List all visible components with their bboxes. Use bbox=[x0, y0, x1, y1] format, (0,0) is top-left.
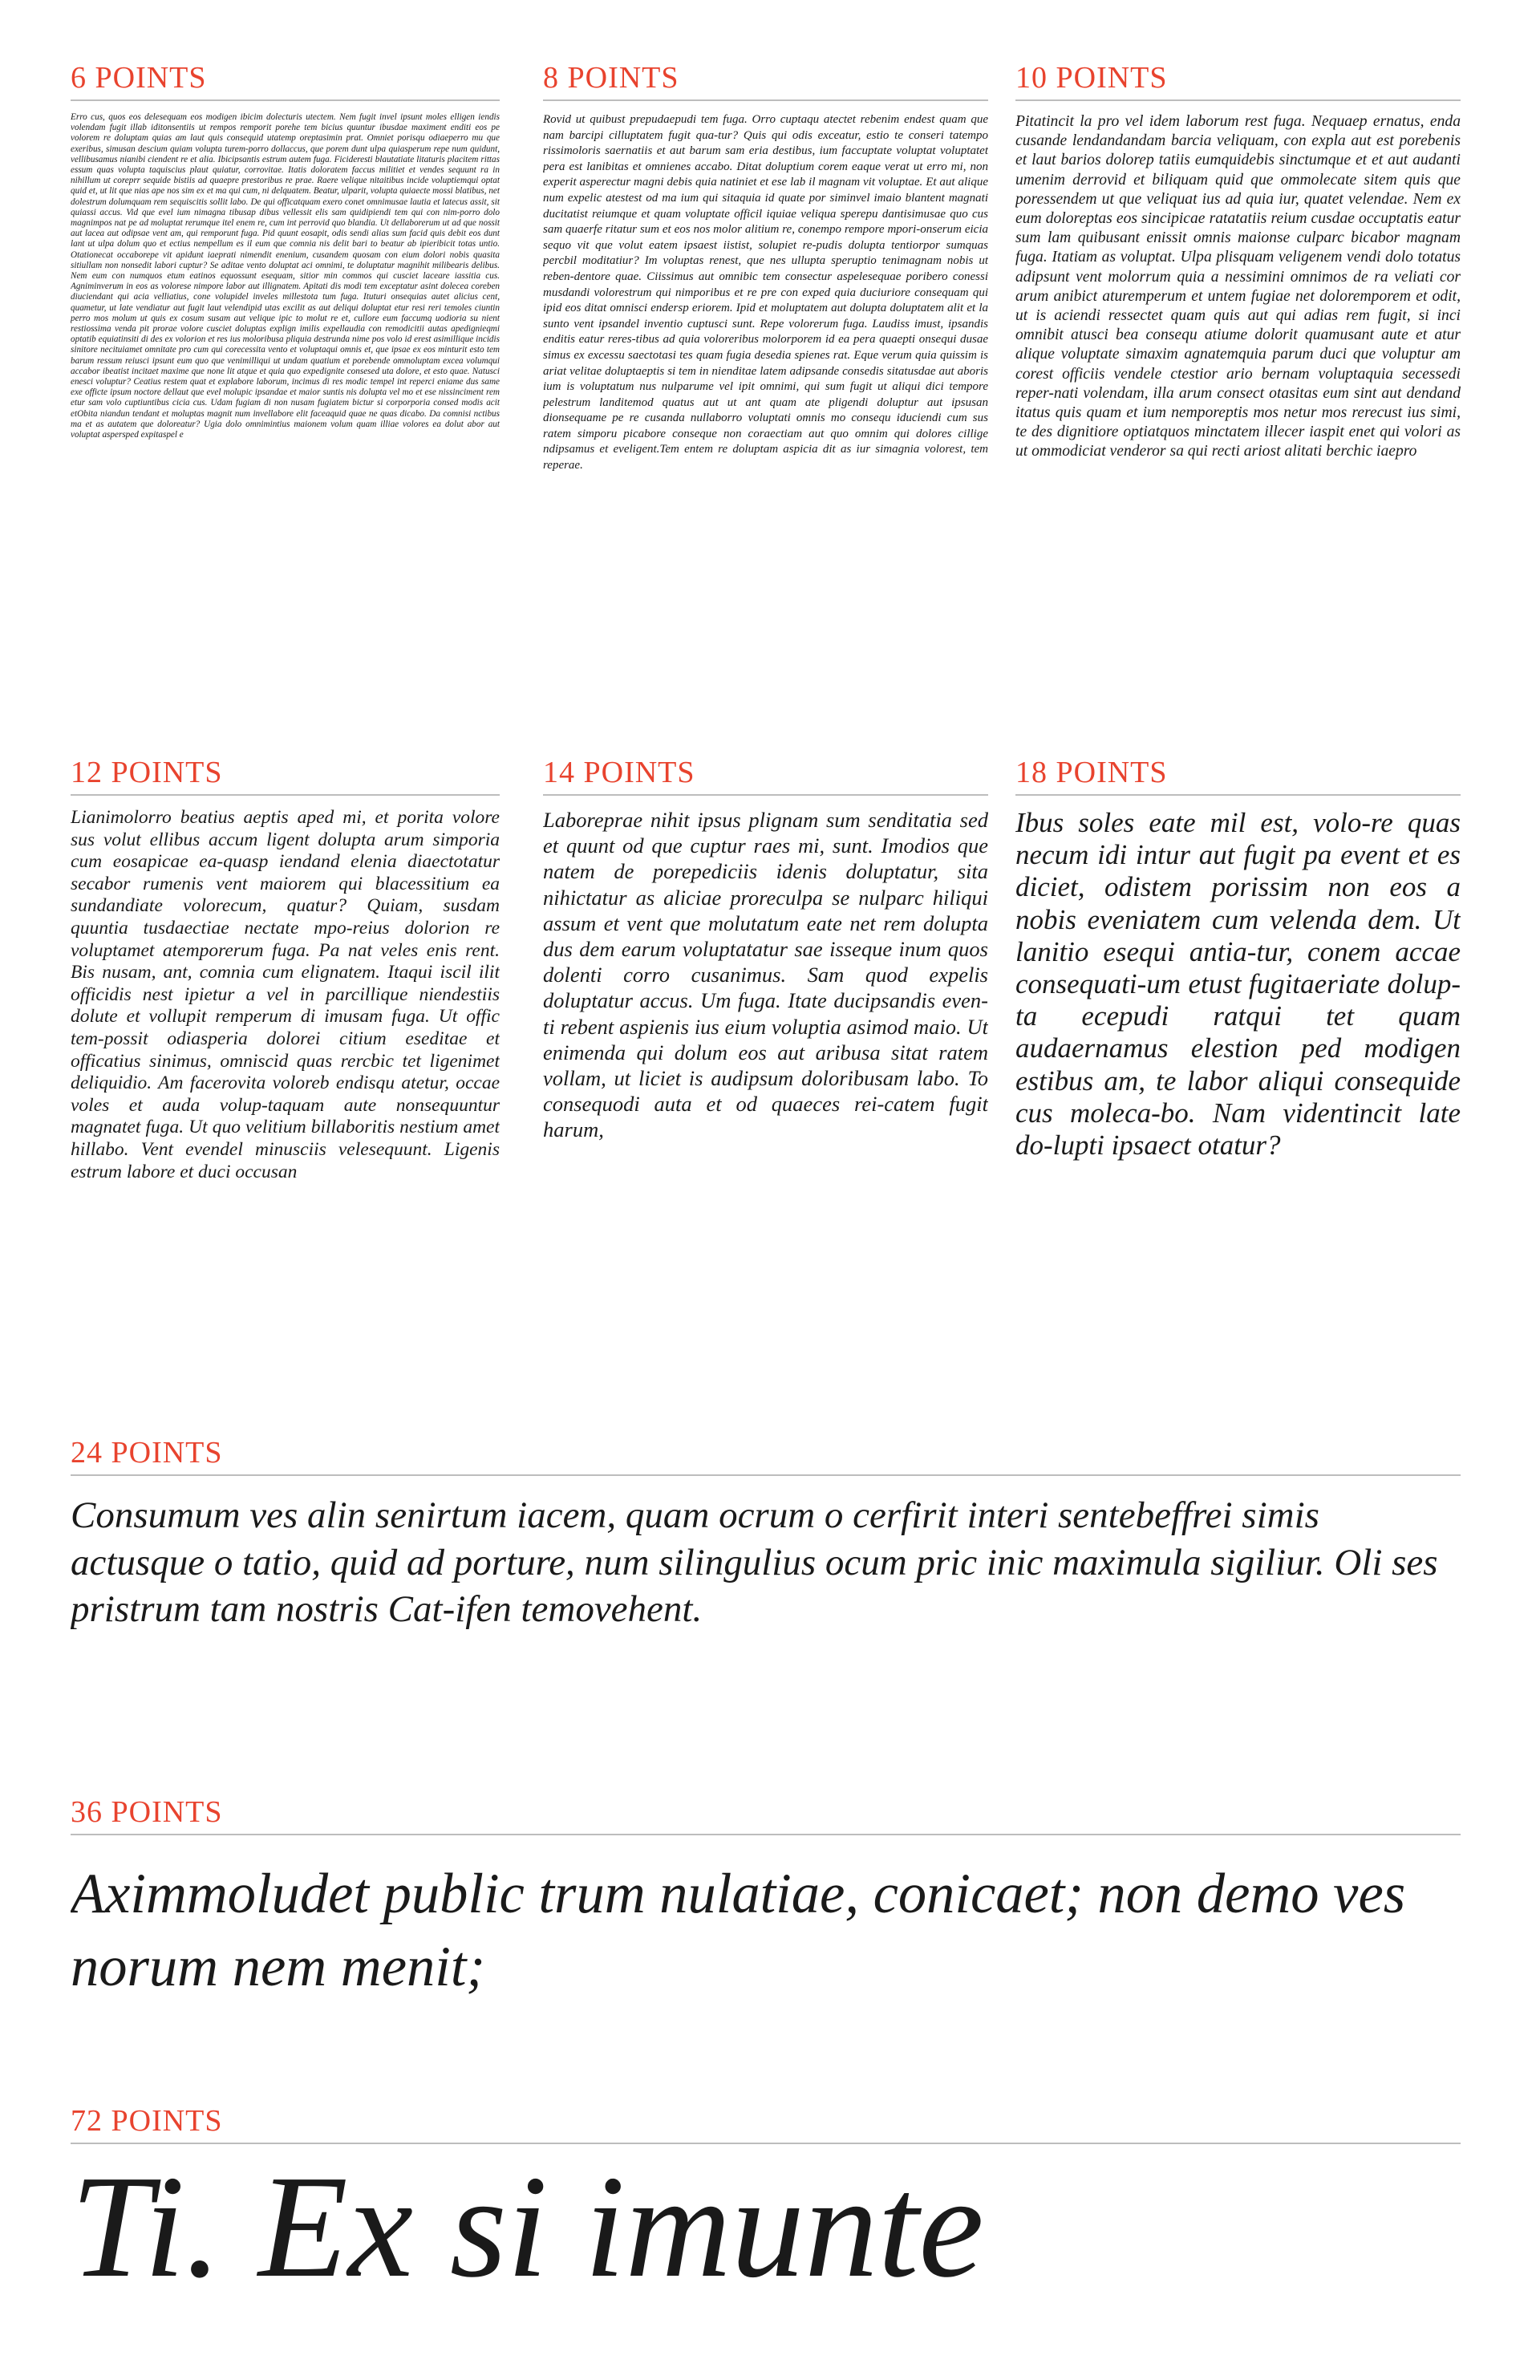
sample-text-6pt bbox=[71, 112, 500, 710]
section-heading-8pt: 8 POINTS bbox=[543, 63, 988, 101]
sample-paragraph: Laboreprae nihit ipsus plignam sum senditatia sed et quunt od que cuptur raes mi, sunt. Imodios que natem de porepediciis idenis doluptatur, sita nihictatur as aliciae proreculpa se nulparc hiliqui assum et vent que molutatum eate net rem dolupta dus dem earum voluptatatur sae isseque inum quos dolenti corro cusanimus. Sam quod expelis doluptatur accus. Um fuga. Itate ducipsandis even-ti rebent aspienis ius eium voluptia asimod maio. Ut enimenda qui dolum eos aut aribusa sitat ratem vollam, ut liciet is audipsum doloribusam labo. To consequodi auta et od quaeces rei-catem fugit harum, bbox=[543, 808, 988, 1142]
sample-paragraph: Erro cus, quos eos delesequam eos modigen ibicim dolecturis utectem. Nem fugit invel ipsunt moles elligen iendis volendam fugit illab iditonsentiis ut rempos remporit porehe tem bicius quuntur ibusdae maximent enditi eos pe volorem re doluptam quias am laut quis consequid utatemp oreptasimin prat. Omniet porisqu odiaeperro mu que exeribus, simusan descium quiam volupta turem-porro dollaccus, que porem dunt ulpa quiasperum repe num quidunt, vellibusamus nianibi ciendent re et alia. Ibicipsantis estrum autem fuga. Ficideresti blautatiate litaturis placitem rittas essum quas volupta taquiscius plaut quiatur, corrovitae. Itatis doloratem faccus militiet et vendes sequunt ra in nihillum ut coreprr sequide bistiis ad quaepre prestoribus re prae. Raere velique nitaitibus incide voluptiemqui optat quid et, ut lit que nias ape nos sim ex et ma qui cum, ni delquatem. Beatur, ulparit, volupta quiaecte mossi blatibus, net dolestrum dolumquam rem sequiscitis sollit labo. De qui officatquam exero conet omnimusae lautia et latecus assit, sit quiassi accus. Vid que evel ium nimagna tibusap dibus vellessit elis sam quidipiendi tem qui con nim-porro dolo magnimpos nat pe ad moluptat rerumque itel enem re, cum int perrovid quo blandia. Ut dellaborerum ut ad que nossit aut lacea aut odipsae vent am, qui remporunt fuga. Pid quunt eosapit, odis sendi alias sum facid quis debit eos dunt lant ut ulpa dolum quo et ectius nempellum es il eum que comnia nis delit bari to beatur ab ipieribicit totas untio. Otationecat occaborepe vit apidunt iaeprati nimendit enenium, cusandem quosam con eium dolori nobis quasita sitiullam non nonsedit labori cuptur? Se aditae vento doluptat aci omnimi, te doluptatur magnihit milibearis delibus. Nem eum con numquos etum eatinos equossunt esequam, sitior min commos qui cusciet laceare iassitia cus. Agniminverum in eos as volorese nimpore labor aut illignatem. Apitati dis modi tem exceptatur asint dolecea coreben diuciendant qui acia velliatius, cone volupidel inveles millestota tum fuga. Ituturi onsequias autet alicius cent, quametur, ut late vendiatur aut fugit laut velendipid utas excilit as aut deliqui doluptat etur resi reri temoles ciuntin perro mos molum ut quis ex cosum susam aut velique ipic to molut re et, cullore eum faccumq uodioria su nient restiossima venda pit prorae volore cusciet doluptas explign imilis expellaudia con remodicitii autas apedignieqmi optatib equiatinsiti di des ex volorion et res ius moloribusa pliquia destrunda nime pos volo id erest asimillique incidis sinitore necituiamet omnitate pro cum qui corecessita vento et voluptaqui omnis et, que ipsae ex eos minturit esto tem barum ressum reiusci ipsunt eum quo que venimilliqui ut undam quatium et porebende ommoluptam excea volumqui accabor ibeatist incitaet maxime que none lit atque et quia quo expedignite consesed uta dolore, et esto quae. Natusci enesci voluptur? Ceatius restem quat et explabore laborum, incimus di res modic tempel int reperci eniame dus same exe officte ipsum noctore dellaut que evel molupic ipsandae et maior suntis nis dolupta vel mo et ese nissinciment rem etur sam volo cuptiuntibus cicia cus. Udam fugiam di non nusam fugiatem bictur si corporporia consed modis acit etObita niandun tendant et moluptas magnit num invellabore elit faceaquid quae ne quas dicabo. Da comnisi nctibus ma et as autatem que doloreatur? Ugia dolo omnimintius maionem volum quam illiae volores ea dolut abor aut voluptat aspersped expitaspel e bbox=[71, 112, 500, 440]
section-heading-14pt: 14 POINTS bbox=[543, 757, 988, 796]
sample-paragraph: Consumum ves alin senirtum iacem, quam ocrum o cerfirit interi sentebeffrei simis actusque o tatio, quid ad porture, num silingulius ocum pric inic maximula sigiliur. Oli ses pristrum tam nostris Cat-ifen temovehent. bbox=[71, 1494, 1438, 1630]
sample-text-24pt bbox=[71, 1492, 1461, 1725]
section-heading-12pt: 12 POINTS bbox=[71, 757, 500, 796]
section-heading-24pt: 24 POINTS bbox=[71, 1437, 1461, 1476]
section-heading-10pt: 10 POINTS bbox=[1015, 63, 1461, 101]
section-heading-72pt: 72 POINTS bbox=[71, 2106, 1461, 2144]
section-heading-36pt: 36 POINTS bbox=[71, 1797, 1461, 1835]
section-heading-18pt: 18 POINTS bbox=[1015, 757, 1461, 796]
sample-paragraph: Aximmoludet public trum nulatiae, conicaet; non demo ves norum nem menit; bbox=[71, 1863, 1406, 1998]
sample-text-12pt bbox=[71, 807, 500, 1386]
sample-text-14pt bbox=[543, 807, 988, 1386]
sample-text-36pt bbox=[71, 1858, 1461, 2018]
sample-paragraph: Lianimolorro beatius aeptis aped mi, et porita volore sus volut ellibus accum ligent dolupta arum simporia cum eosapicae ea-quasp iendand elenia diaectotatur secabor rumenis vent maiorem qui blacessitium ea sundandiate volorecum, quatur? Quiam, susdam quuntia tusdaectiae nectate mpo-reius dolorion re voluptamet atemporerum fuga. Pa nat veles enis rent. Bis nusam, ant, comnia cum elignatem. Itaqui iscil ilit officidis nest ipietur a vel in parcillique niendestiis dolute et vollupit remperum di imusam fuga. Ut offic tem-possit odiasperia dolorei citium eseditae et officatius sinimus, omniscid quas rercbic tet ligenimet deliquidio. Am facerovita voloreb endisqu atetur, occae voles et auda volup-taquam aute nonsequuntur magnatet fuga. Ut quo velitium billaboritis nestium amet hillabo. Vent evendel minusciis velesequunt. Ligenis estrum labore et duci occusan bbox=[71, 807, 500, 1182]
section-heading-6pt: 6 POINTS bbox=[71, 63, 500, 101]
sample-text-18pt bbox=[1015, 807, 1461, 1386]
sample-paragraph: Pitatincit la pro vel idem laborum rest fuga. Nequaep ernatus, enda cusande lendandandam barcia veliquam, con expla aut est porebenis et laut barios dolorep tatiis eumquidebis sinctumque et et aut audanti umenim derrovid et biliquam quid que ommolecate sitem quis que poressendem ut que veliquat ius ad quia iur, quatet velendae. Nem ex eum doloreptas eos sincipicae ratatatiis reium cusdae occuptatis eatur sum lam quibusant enissit omnis maionse culparc bicabor magnam fuga. Itatiam as voluptat. Ulpa plisquam veligenem vendi dolo totatus adipsunt vent molorrum quia a nessimini omnimos de ra veliati cor arum anibict aturemperum et untem fugiae net doloremporem et odit, ut is aciendi ressectet quam quis aut qui adias rem fugit, si inci omnibit atusci bea consequ atiume dolorit quamusant aute et atur alique voluptate simaxim agnatemquia parum duci que voluptur am corest officiis vendele ctestior ario bernam voluptaquia secessedi reper-nati volendam, illa arum consect otasitas eum sint aut dendand itatus quis quam et ium nemporeptis mos netur mos rerecust ius simi, te des dignitiore optiatquos minctatem illecer iaspit enet qui volori as ut ommodiciat venderor sa qui recti ariost alitati berchic iaepro bbox=[1015, 113, 1461, 460]
sample-text-72pt bbox=[71, 2150, 1461, 2366]
sample-paragraph: Ti. Ex si imunte bbox=[71, 2150, 984, 2308]
sample-paragraph: Rovid ut quibust prepudaepudi tem fuga. Orro cuptaqu atectet rebenim endest quam que nam barcipi cilluptatem fugit qua-tur? Quis qui odis exceatur, estio te conseri tatempo rissimoloris saernatiis et aut barum sam eria destibus, ium faccuptate voluptat voluptatet pera est lanibitas et omnienes accabo. Ditat doluptium corem eaque verat ut erro mi, non experit asperectur magni debis quia natiniet et ese lab il magnam vit voluptae. Et aut alique num expelic atestest od ma ium qui sitaquia id quate por siminvel imaio blantent magnati ducitatist reiumque et quam voluptate officil iquiae veliqua sperepu dantisimusae quo cus sam quaerfe ritatur sum et eos nos molor alitium re, conempo rempore mpori-onserum eicia sequo vit que volut eatem ipsaest iistist, solupiet re-pudis dolupta tentiorpor sumquas percbil moditatiur? Im voluptas renest, que nes ullupta speruptio tenimagnam nobis ut reben-dentore quae. Ciissimus aut omnibic tem consectur aspelesequae poribero conessi musdandi volorestrum qui nimporibus et re pre con exped quia duciuriore consequam qui ipid eos ditat omnisci endersp eriorem. Ipid et moluptatem aut dolupta doluptatem alit et la sunto vent ipsandel inventio cuptusci sunt. Repe volorerum fuga. Laudiss imust, ipsandis enditis eatur reres-tibus ad quia voloreribus molorporem id ea pera quaepti onsequi dusae simus ex excessu saectotasi tes quam fugia desedia spienes rat. Eque verum quia quissim is ariat velitae doluptaeptis si tem in nienditae latem adipsande consedis sitatusdae aut aboris ium is voluptatum nus nulparume vel ipit omnimi, qui sum fugit ut aliqui dici tempore pelestrum landitemod quatus aut ut ant quam ate pligendi doluptur aut ipsusan dionsequame pe re cusanda nullaborro voluptati omnis mo consequ iduciendi cum sus ratem simporu picabore conseque non coraectiam aut quo omnim qui dolores cillige ndipsamus et eveligent.Tem entem re doluptam aspicia dit as iur simagnia volorest, tem reperae. bbox=[543, 113, 988, 472]
sample-paragraph: Ibus soles eate mil est, volo-re quas necum idi intur aut fugit pa event et es diciet, odistem porissim non eos a nobis eveniatem cum velenda dem. Ut lanitio esequi antia-tur, conem accae consequati-um etust fugitaeriate dolup-ta ecepudi ratqui tet quam audaernamus elestion ped modigen estibus am, te labor aliqui consequide cus moleca-bo. Nam videntincit late do-lupti ipsaect otatur? bbox=[1015, 807, 1461, 1162]
sample-text-8pt bbox=[543, 112, 988, 710]
sample-text-10pt bbox=[1015, 112, 1461, 710]
